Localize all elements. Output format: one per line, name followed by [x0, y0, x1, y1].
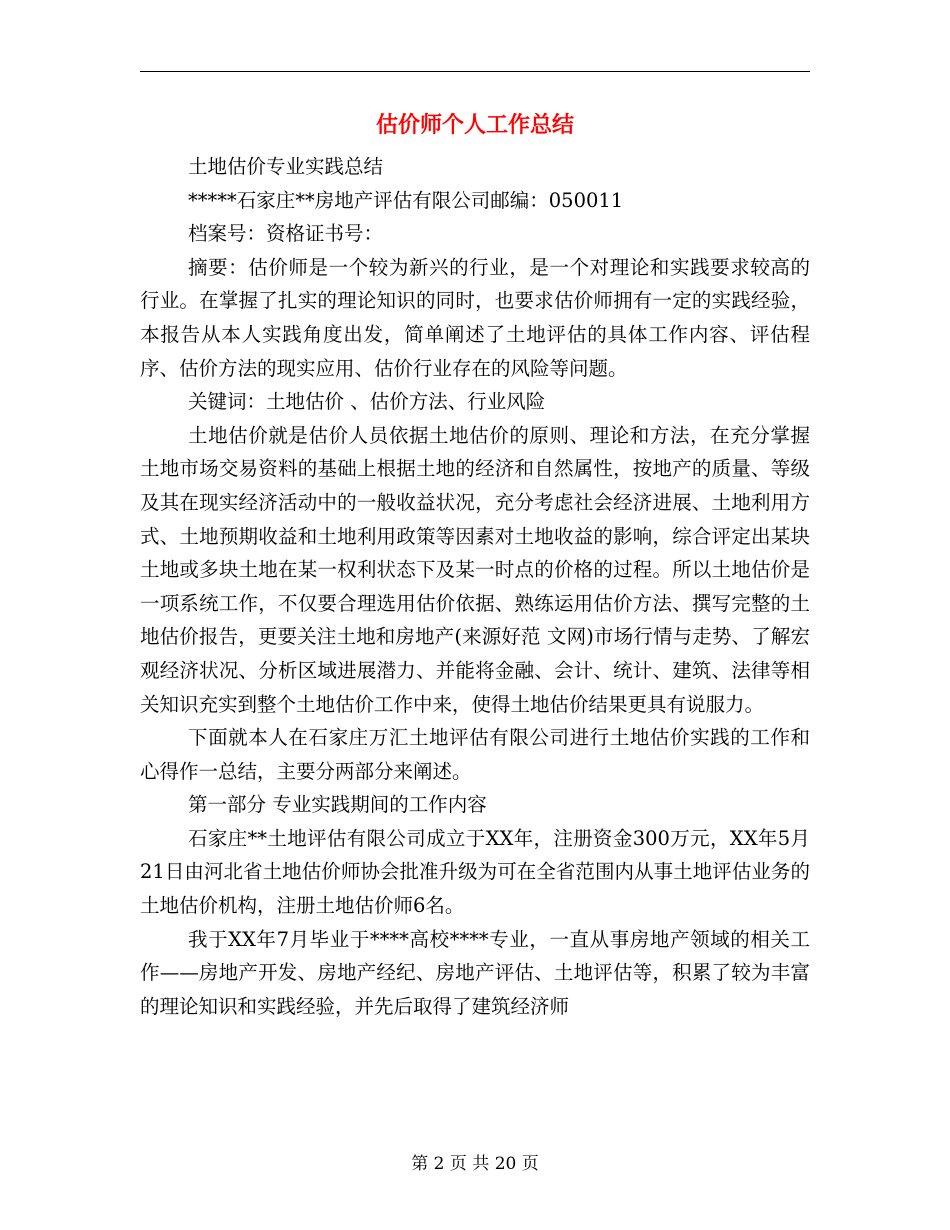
header-rule	[140, 71, 810, 72]
paragraph-company: *****石家庄**房地产评估有限公司邮编：050011	[188, 188, 624, 212]
page-number: 第 2 页 共 20 页	[411, 1154, 539, 1174]
paragraph-section-heading: 第一部分 专业实践期间的工作内容	[188, 793, 487, 817]
paragraph-company-profile: 石家庄**土地评估有限公司成立于XX年，注册资金300万元，XX年5月21日由河北省土地估价师协会批准升级为可在全省范围内从事土地评估业务的土地估价机构，注册土地估价师6名。	[140, 826, 810, 918]
paragraph-keywords: 关键词：土地估价 、估价方法、行业风险	[188, 390, 546, 414]
paragraph-archive: 档案号：资格证书号：	[188, 222, 384, 246]
paragraph-definition: 土地估价就是估价人员依据土地估价的原则、理论和方法，在充分掌握土地市场交易资料的基础上根据土地的经济和自然属性，按地产的质量、等级及其在现实经济活动中的一般收益状况，充分考虑社会经济进展、土地利用方式、土地预期收益和土地利用政策等因素对土地收益的影响，综合评定出某块土地或多块土地在某一权利状态下及某一时点的价格的过程。所以土地估价是一项系统工作，不仅要合理选用估价依据、熟练运用估价方法、撰写完整的土地估价报告，更要关注土地和房地产(来源好范 文网)市场行情与走势、了解宏观经济状况、分析区域进展潜力、并能将金融、会计、统计、建筑、法律等相关知识充实到整个土地估价工作中来，使得土地估价结果更具有说服力。	[140, 423, 810, 716]
document-title: 估价师个人工作总结	[375, 112, 574, 138]
paragraph-personal-background: 我于XX年7月毕业于****高校****专业，一直从事房地产领域的相关工作——房地产开发、房地产经纪、房地产评估、土地评估等，积累了较为丰富的理论知识和实践经验，并先后取得了建筑经济师	[140, 927, 810, 1018]
document-body	[140, 150, 810, 1023]
paragraph-subtitle: 土地估价专业实践总结	[188, 155, 384, 178]
paragraph-abstract: 摘要：估价师是一个较为新兴的行业，是一个对理论和实践要求较高的行业。在掌握了扎实的理论知识的同时，也要求估价师拥有一定的实践经验，本报告从本人实践角度出发，简单阐述了土地评估的具体工作内容、评估程序、估价方法的现实应用、估价行业存在的风险等问题。	[140, 255, 810, 380]
paragraph-intro: 下面就本人在石家庄万汇土地评估有限公司进行土地估价实践的工作和心得作一总结，主要分两部分来阐述。	[140, 726, 810, 783]
